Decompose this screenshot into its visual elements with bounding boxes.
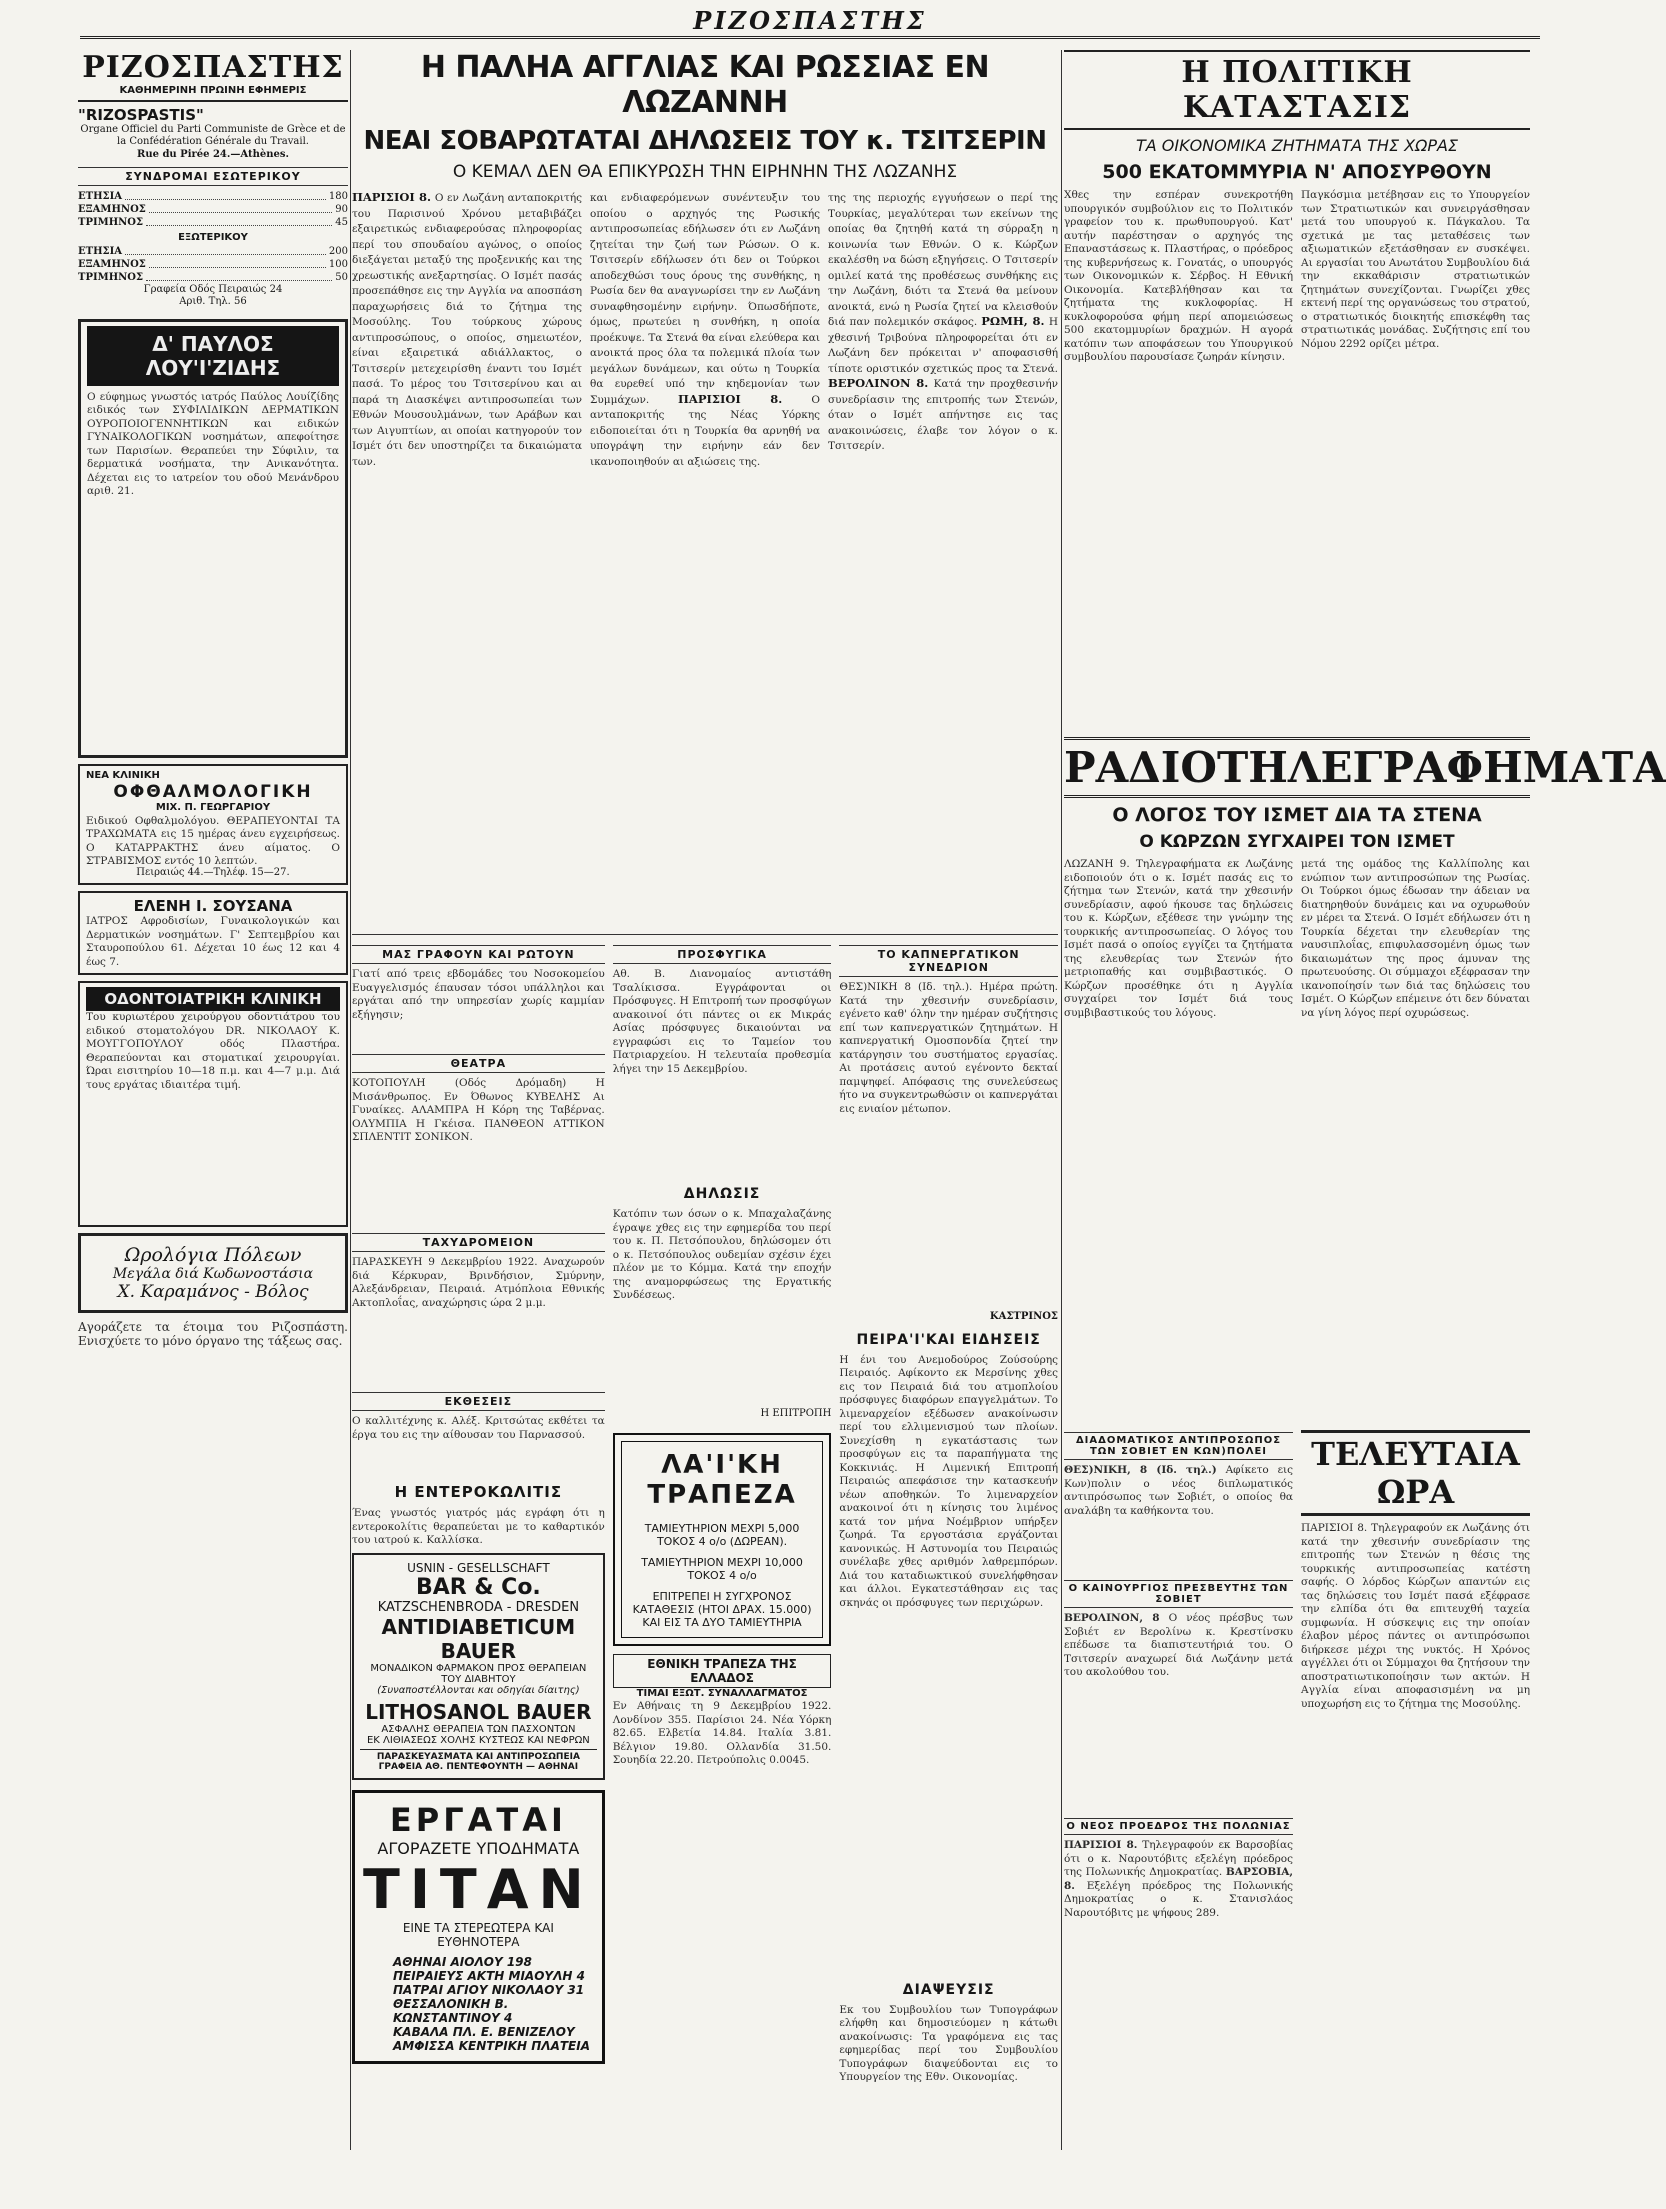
subscription-row: ΕΤΗΣΙΑ 200 (78, 245, 348, 257)
phone: Αριθ. Τηλ. 56 (179, 296, 247, 307)
bank-line3: ΕΠΙΤΡΕΠΕΙ Η ΣΥΓΧΡΟΝΟΣ ΚΑΤΑΘΕΣΙΣ (ΗΤΟΙ ΔΡΑΧ. 15.000) ΚΑΙ ΕΙΣ ΤΑ ΔΥΟ ΤΑΜΙΕΥΤΗΡΙΑ (632, 1589, 812, 1629)
titan-sub: ΑΓΟΡΑΖΕΤΕ ΥΠΟΔΗΜΑΤΑ (377, 1839, 580, 1858)
ad-laiki-bank (613, 1433, 832, 1646)
section-title: ΘΕΑΤΡΑ (352, 1054, 605, 1073)
bauer-brand: BAR & Co. (415, 1575, 541, 1600)
subs-ext-header: ΕΞΩΤΕΡΙΚΟΥ (178, 232, 248, 243)
section-title: ΔΙΑΔΟΜΑΤΙΚΟΣ ΑΝΤΙΠΡΟΣΩΠΟΣ ΤΩΝ ΣΟΒΙΕΤ ΕΝ ΚΩΝ)ΠΟΛΕΙ (1064, 1432, 1293, 1460)
ad-title: ΟΦΘΑΛΜΟΛΟΓΙΚΗ (113, 782, 313, 802)
ad-title: ΕΛΕΝΗ Ι. ΣΟΥΣΑΝΑ (133, 897, 293, 915)
main-subhead: ΝΕΑΙ ΣΟΒΑΡΩΤΑΤΑΙ ΔΗΛΩΣΕΙΣ ΤΟΥ κ. ΤΣΙΤΣΕΡΙΝ (363, 126, 1047, 156)
paper-title: ΡΙΖΟΣΠΑΣΤΗΣ (82, 50, 344, 85)
main-subsub: Ο ΚΕΜΑΛ ΔΕΝ ΘΑ ΕΠΙΚΥΡΩΣΗ ΤΗΝ ΕΙΡΗΝΗΝ ΤΗΣ ΛΩΖΑΝΗΣ (452, 162, 958, 182)
ad-name: Χ. Καραμάνος - Βόλος (117, 1282, 309, 1302)
ad-titan (352, 1790, 605, 2064)
titan-brand: ΤΙΤΑΝ (363, 1858, 594, 1921)
mid-col-a: ΜΑΣ ΓΡΑΦΟΥΝ ΚΑΙ ΡΩΤΟΥΝ Γιατί από τρεις εβδομάδες του Νοσοκομείου Ευαγγελισμός έπαυσαν τόσοι υπάλληλοι και εργάται από την υπηρεσίαν χωρίς καμμίαν εξήγησιν; ΘΕΑΤΡΑ ΚΟΤΟΠΟΥΛΗ (Οδός Δρόμαδη) Η Μισάνθρωπος. Εν Όθωνος ΚΥΒΕΛΗΣ Αι Γυναίκες. ΑΛΑΜΠΡΑ Η Κόρη της Ταβέρνας. ΟΛΥΜΠΙΑ Η Γκέισα. ΠΑΝΘΕΟΝ ΑΤΤΙΚΟΝ ΣΠΛΕΝΤΙΤ ΣΟΝΙΚΟΝ. ΤΑΧΥΔΡΟΜΕΙΟΝ ΠΑΡΑΣΚΕΥΗ 9 Δεκεμβρίου 1922. Αναχωρούν διά Κέρκυραν, Βρινδήσιον, Σμύρνην, Αλεξάνδρειαν, Πειραιά. Ατμόπλοια Εθνικής Ακτοπλοΐας, αναχώρησις ώρα 2 μ.μ. ΕΚΘΕΣΕΙΣ Ο καλλιτέχνης κ. Αλέξ. Κριτσώτας εκθέτει τα έργα του εις την αίθουσαν του Παρνασσού. Η ΕΝΤΕΡΟΚΩΛΙΤΙΣ Ένας γνωστός γιατρός μάς εγράφη ότι η εντεροκολίτις θεραπεύεται με το καθαρτικόν του ιατρού κ. Καλλίσκα. USNIN - GESELLSCHAFT BAR & Co. KATZSCHENBRODA - DRESDEN ANTIDIABETICUM BAUER ΜΟΝΑΔΙΚΟΝ ΦΑΡΜΑΚΟΝ ΠΡΟΣ ΘΕΡΑΠΕΙΑΝ ΤΟΥ ΔΙΑΒΗΤΟΥ (Συναποστέλλονται και οδηγίαι δίαιτης) LITHOSANOL BAUER ΑΣΦΑΛΗΣ ΘΕΡΑΠΕΙΑ ΤΩΝ ΠΑΣΧΟΝΤΩΝ ΕΚ ΛΙΘΙΑΣΕΩΣ ΧΟΛΗΣ ΚΥΣΤΕΩΣ ΚΑΙ ΝΕΦΡΩΝ ΠΑΡΑΣΚΕΥΑΣΜΑΤΑ ΚΑΙ ΑΝΤΙΠΡΟΣΩΠΕΙΑ ΓΡΑΦΕΙΑ ΑΘ. ΠΕΝΤΕΦΟΥΝΤΗ — ΑΘΗΝΑΙ ΕΡΓΑΤΑΙ ΑΓΟΡΑΖΕΤΕ ΥΠΟΔΗΜΑΤΑ ΤΙΤΑΝ ΕΙΝΕ ΤΑ ΣΤΕΡΕΩΤΕΡΑ ΚΑΙ ΕΥΘΗΝΟΤΕΡΑ ΑΘΗΝΑΙ ΑΙΟΛΟΥ 198 ΠΕΙΡΑΙΕΥΣ ΑΚΤΗ ΜΙΑΟΥΛΗ 4 ΠΑΤΡΑΙ ΑΓΙΟΥ ΝΙΚΟΛΑΟΥ 31 ΘΕΣΣΑΛΟΝΙΚΗ Β. ΚΩΝΣΤΑΝΤΙΝΟΥ 4 ΚΑΒΑΛΑ ΠΛ. Ε. ΒΕΝΙΖΕΛΟΥ ΑΜΦΙΣΣΑ ΚΕΝΤΡΙΚΗ ΠΛΑΤΕΙΑ (352, 939, 605, 2209)
section-title: ΠΡΟΣΦΥΓΙΚΑ (613, 945, 832, 964)
dateline: ΒΕΡΟΛΙΝΟΝ 8. (828, 376, 929, 390)
bauer-company: USNIN - GESELLSCHAFT (407, 1561, 550, 1575)
bauer-city: KATZSCHENBRODA - DRESDEN (377, 1600, 580, 1615)
bank-line2: ΤΑΜΙΕΥΤΗΡΙΟΝ ΜΕΧΡΙ 10,000 ΤΟΚΟΣ 4 ο/ο (641, 1555, 803, 1582)
section-title: ΔΗΛΩΣΙΣ (683, 1186, 761, 1202)
subscriptions-external (78, 245, 348, 284)
radio-subhead: Ο ΛΟΓΟΣ ΤΟΥ ΙΣΜΕΤ ΔΙΑ ΤΑ ΣΤΕΝΑ (1112, 804, 1482, 826)
promo: Αγοράζετε τα έτοιμα του Ριζοσπάστη. Ενισχύετε το μόνο όργανο της τάξεως σας. (78, 1320, 348, 1348)
mid-col-c: ΤΟ ΚΑΠΝΕΡΓΑΤΙΚΟΝ ΣΥΝΕΔΡΙΟΝ ΘΕΣ)ΝΙΚΗ 8 (Ιδ. τηλ.). Ημέρα πρώτη. Κατά την χθεσινήν συνεδρίασιν, εγένετο καθ' όλην την ημέραν συζήτησις επί των καπνεργατικών ζητημάτων. Η καπνεργατική Ομοσπονδία ζητεί την κατάργησιν του συστήματος εργασίας. Αι προτάσεις αυτού εγένοντο δεκταί παμψηφεί. Απόφασις της συνελεύσεως ήτο να συγκεντρωθώσιν οι καπνεργάται εις ενιαίον μέτωπον. ΚΑΣΤΡΙΝΟΣ ΠΕΙΡΑ'Ι'ΚΑΙ ΕΙΔΗΣΕΙΣ Η ένι του Ανεμοδούρος Ζούσούρης Πειραιός. Αφίκοντο εκ Μερσίνης χθες εις τον Πειραιά διά του ατμοπλοίου πρόσφυγες διαφόρων επαγγελμάτων. Το λιμεναρχείον εξέδωσεν ανακοίνωσιν περί του ελλιμενισμού των πλοίων. Συνεχίσθη η εγκατάστασις των προσφύγων εις τα παραπήγματα της Κοκκινιάς. Η Λιμενική Επιτροπή Πειραιώς απεφάσισε την κατασκευήν νέων αποθηκών. Το λιμεναρχείον ανακοινοί ότι η κίνησις του λιμένος κατά τον μήνα Νοέμβριον υπήρξεν ζωηρά. Τα εργοστάσια εργάζονται κανονικώς. Η Αστυνομία του Πειραιώς συνέλαβε χθες αριθμόν λαθρεμπόρων. Διά του καταδιωκτικού συνελήφθησαν και άλλοι. Εγκατεστάθησαν εις τας σκηνάς οι πρόσφυγες των περιχώρων. ΔΙΑΨΕΥΣΙΣ Εκ του Συμβουλίου των Τυπογράφων ελήφθη και δημοσιεύομεν η κάτωθι ανακοίνωσις: Τα γραφόμενα εις τας εφημερίδας περί του Συμβουλίου Τυπογράφων διαψεύδονται εις το Υπουργείον της Εθν. Οικονομίας. (839, 939, 1058, 2209)
titan-slogan: ΕΙΝΕ ΤΑ ΣΤΕΡΕΩΤΕΡΑ ΚΑΙ ΕΥΘΗΝΟΤΕΡΑ (402, 1921, 554, 1949)
masthead: ΡΙΖΟΣΠΑΣΤΗΣ (80, 6, 1540, 39)
ad-sub: Μεγάλα διά Κωδωνοστάσια (112, 1266, 314, 1282)
ad-body: Ειδικού Οφθαλμολόγου. ΘΕΡΑΠΕΥΟΝΤΑΙ ΤΑ ΤΡΑΧΩΜΑΤΑ εις 15 ημέρας άνευ εγχειρήσεως. Ο ΚΑΤΑΡΡΑΚΤΗΣ άνευ αίματος. Ο ΣΤΡΑΒΙΣΜΟΣ εντός 10 λεπτών. (86, 814, 340, 867)
ad-head: ΝΕΑ ΚΛΙΝΙΚΗ (86, 769, 160, 781)
ad-clocks (78, 1233, 348, 1313)
section-title: Η ΕΝΤΕΡΟΚΩΛΙΤΙΣ (394, 1483, 563, 1501)
last-hour-headline: ΤΕΛΕΥΤΑΙΑ ΩΡΑ (1301, 1430, 1530, 1516)
middle-area (352, 50, 1058, 2150)
column-rule (350, 50, 351, 2150)
bauer-agents: ΠΑΡΑΣΚΕΥΑΣΜΑΤΑ ΚΑΙ ΑΝΤΙΠΡΟΣΩΠΕΙΑ ΓΡΑΦΕΙΑ ΑΘ. ΠΕΝΤΕΦΟΥΝΤΗ — ΑΘΗΝΑΙ (360, 1749, 597, 1772)
politics-subhead: ΤΑ ΟΙΚΟΝΟΜΙΚΑ ΖΗΤΗΜΑΤΑ ΤΗΣ ΧΩΡΑΣ (1135, 136, 1459, 155)
exchange-sub: ΤΙΜΑΙ ΕΞΩΤ. ΣΥΝΑΛΛΑΓΜΑΤΟΣ (636, 1687, 808, 1699)
latin-subtitle: Organe Officiel du Parti Communiste de Grèce et de la Confédération Générale du Travail. (80, 123, 346, 147)
main-headline: Η ΠΑΛΗΑ ΑΓΓΛΙΑΣ ΚΑΙ ΡΩΣΣΙΑΣ ΕΝ ΛΩΖΑΝΝΗ (420, 50, 990, 120)
dateline: ΡΩΜΗ, 8. (981, 314, 1045, 328)
section-title: ΤΑΧΥΔΡΟΜΕΙΟΝ (352, 1233, 605, 1252)
bauer-product2: LITHOSANOL BAUER (365, 1700, 592, 1724)
radio-headline: ΡΑΔΙΟΤΗΛΕΓΡΑΦΗΜΑΤΑ (1064, 737, 1530, 798)
bauer-desc2: ΑΣΦΑΛΗΣ ΘΕΡΑΠΕΙΑ ΤΩΝ ΠΑΣΧΟΝΤΩΝ (381, 1724, 576, 1735)
committee-sign: Η ΕΠΙΤΡΟΠΗ (760, 1408, 832, 1419)
section-title: ΕΚΘΕΣΕΙΣ (352, 1392, 605, 1411)
subscription-row: ΕΞΑΜΗΝΟΣ 100 (78, 258, 348, 270)
section-title: ΠΕΙΡΑ'Ι'ΚΑΙ ΕΙΔΗΣΕΙΣ (856, 1331, 1041, 1348)
bauer-note: (Συναποστέλλονται και οδηγίαι δίαιτης) (377, 1685, 580, 1696)
column-rule (1061, 50, 1062, 2150)
exchange-title: ΕΘΝΙΚΗ ΤΡΑΠΕΖΑ ΤΗΣ ΕΛΛΑΔΟΣ (613, 1654, 832, 1688)
ad-doctor: ΜΙΧ. Π. ΓΕΩΡΓΑΡΙΟΥ (155, 802, 271, 813)
subscription-row: ΕΞΑΜΗΝΟΣ 90 (78, 204, 348, 215)
right-lower: ΔΙΑΔΟΜΑΤΙΚΟΣ ΑΝΤΙΠΡΟΣΩΠΟΣ ΤΩΝ ΣΟΒΙΕΤ ΕΝ ΚΩΝ)ΠΟΛΕΙ ΘΕΣ)ΝΙΚΗ, 8 (Ιδ. τηλ.) Αφίκετο εις Κων)πολιν ο νέος διπλωματικός αντιπρόσωπος των Σοβιέτ, ο οποίος θα αναλάβη τα καθήκοντα του. Ο ΚΑΙΝΟΥΡΓΙΟΣ ΠΡΕΣΒΕΥΤΗΣ ΤΩΝ ΣΟΒΙΕΤ ΒΕΡΟΛΙΝΟΝ, 8 Ο νέος πρέσβυς των Σοβιέτ εν Βερολίνω κ. Κρεστίνσκυ επέδωσε τα διαπιστευτήριά του. Ο Τσιτσερίν αναχωρεί διά Λωζάνην μετά του ακολούθου του. Ο ΝΕΟΣ ΠΡΟΕΔΡΟΣ ΤΗΣ ΠΟΛΩΝΙΑΣ ΠΑΡΙΣΙΟΙ 8. Τηλεγραφούν εκ Βαρσοβίας ότι ο κ. Ναρουτόβιτς εξελέγη πρόεδρος της Πολωνικής Δημοκρατίας. ΒΑΡΣΟΒΙΑ, 8. Εξελέγη πρόεδρος της Πολωνικής Δημοκρατίας ο κ. Στανισλάος Ναρουτόβιτς με ψήφους 289. ΤΕΛΕΥΤΑΙΑ ΩΡΑ ΠΑΡΙΣΙΟΙ 8. Τηλεγραφούν εκ Λωζάνης ότι κατά την χθεσινήν συνεδρίασιν της επιτροπής των Στενών η θέσις της τουρκικής αντιπροσωπείας κατέστη σαφής. Ο λόρδος Κώρζων απαντών εις τας δηλώσεις του Ισμέτ πασά εξέφρασε την ελπίδα ότι θα επιτευχθή ταχεία συμφωνία. Η σύσκεψις εις την οποίαν έλαβον μέρος πάντες οι αντιπρόσωποι διήρκεσε μέχρι της νυκτός. Η Χρόνος αγγέλλει ότι οι Σύμμαχοι θα ζητήσουν την αποστρατιωτικοποίησιν των ακτών. Η Αγγλία είναι αποφασισμένη να μη υποχωρήση εις το ζήτημα της Μοσούλης. (1064, 1426, 1530, 2066)
radio-article: ΛΩΖΑΝΗ 9. Τηλεγραφήματα εκ Λωζάνης ειδοποιούν ότι ο κ. Ισμέτ πασάς εις το ζήτημα των Στενών, κατά την χθεσινήν συνεδρίασιν, αφού ήκουσε τας δηλώσεις του κ. Κώρζων, εξέθεσε την γνώμην της τουρκικής αντιπροσωπείας. Ο λόγος του Ισμέτ πασά ο οποίος εγγίζει τα ζητήματα της ελευθερίας των Στενών ήτο μετριοπαθής και συμβιβαστικός. Ο Κώρζων προσέθηκε ότι η Αγγλία συγχαίρει τον Ισμέτ διά τους συμβιβαστικούς του λόγους. μετά της ομάδος της Καλλίπολης και ενώπιον των αντιπροσώπων της Ρωσίας. Οι Τούρκοι όμως έδωσαν την άδειαν να διατηρηθούν δυνάμεις και να οχυρωθούν εν μέρει τα Στενά. Ο Ισμέτ εδήλωσεν ότι η Τουρκία δέχεται την ελευθερίαν της ναυσιπλοΐας, επιφυλασσομένη όμως των δικαιωμάτων της προς άμυναν της πρωτευούσης. Οι σύμμαχοι εξέφρασαν την ικανοποίησίν των διά τας δηλώσεις του Ισμέτ. Ο Κώρζων επέμεινε ότι δεν δύναται να γίνη λόγος περί οχυρώσεως. (1064, 858, 1530, 1019)
bank-line1: ΤΑΜΙΕΥΤΗΡΙΟΝ ΜΕΧΡΙ 5,000 ΤΟΚΟΣ 4 ο/ο (ΔΩΡΕΑΝ). (644, 1521, 800, 1548)
address: Rue du Pirée 24.—Athènes. (137, 148, 289, 160)
section-title: ΜΑΣ ΓΡΑΦΟΥΝ ΚΑΙ ΡΩΤΟΥΝ (352, 945, 605, 964)
bank-title: ΛΑ'Ι'ΚΗ ΤΡΑΠΕΖΑ (647, 1449, 797, 1510)
section-title: ΔΙΑΨΕΥΣΙΣ (902, 1981, 995, 1998)
dateline: ΠΑΡΙΣΙΟΙ 8. (678, 391, 783, 406)
ad-dental-clinic (78, 981, 348, 1227)
politics-subsub: 500 ΕΚΑΤΟΜΜΥΡΙΑ Ν' ΑΠΟΣΥΡΘΟΥΝ (1102, 161, 1492, 183)
titan-title: ΕΡΓΑΤΑΙ (389, 1801, 567, 1839)
dateline: ΠΑΡΙΣΙΟΙ 8. (352, 190, 431, 204)
section-title: Ο ΝΕΟΣ ΠΡΟΕΔΡΟΣ ΤΗΣ ΠΟΛΩΝΙΑΣ (1064, 1818, 1293, 1835)
bauer-product: ANTIDIABETICUM BAUER (381, 1615, 576, 1663)
lower-middle (352, 939, 1058, 2209)
left-column (78, 50, 348, 2150)
ad-title: Δ' ΠΑΥΛΟΣ ΛΟΥ'Ι'ΖΙΔΗΣ (87, 326, 339, 386)
latin-title: "RIZOSPASTIS" (78, 105, 204, 124)
mid-col-b: ΠΡΟΣΦΥΓΙΚΑ Αθ. Β. Διανομαίος αντιστάθη Τσαλίκισσα. Εγγράφονται οι Πρόσφυγες. Η Επιτροπή των προσφύγων ανακοινοί ότι πάντες οι εκ Μικράς Ασίας πρόσφυγες δικαιούνται να εγγραφώσι εις το Ταμείον του Πατριαρχείου. Η τελευταία προθεσμία λήγει την 15 Δεκεμβρίου. ΔΗΛΩΣΙΣ Κατόπιν των όσων ο κ. Μπαχαλαζάνης έγραψε χθες εις την εφημερίδα του περί του κ. Π. Πετσόπουλου, δηλώσομεν ότι ο κ. Πετσόπουλος ουδεμίαν σχέσιν έχει πλέον με το Κόμμα. Κατά την εποχήν της αναμορφώσεως της Εργατικής Συνδέσεως. Η ΕΠΙΤΡΟΠΗ ΛΑ'Ι'ΚΗ ΤΡΑΠΕΖΑ ΤΑΜΙΕΥΤΗΡΙΟΝ ΜΕΧΡΙ 5,000 ΤΟΚΟΣ 4 ο/ο (ΔΩΡΕΑΝ). ΤΑΜΙΕΥΤΗΡΙΟΝ ΜΕΧΡΙ 10,000 ΤΟΚΟΣ 4 ο/ο ΕΠΙΤΡΕΠΕΙ Η ΣΥΓΧΡΟΝΟΣ ΚΑΤΑΘΕΣΙΣ (ΗΤΟΙ ΔΡΑΧ. 15.000) ΚΑΙ ΕΙΣ ΤΑ ΔΥΟ ΤΑΜΙΕΥΤΗΡΙΑ ΕΘΝΙΚΗ ΤΡΑΠΕΖΑ ΤΗΣ ΕΛΛΑΔΟΣ ΤΙΜΑΙ ΕΞΩΤ. ΣΥΝΑΛΛΑΓΜΑΤΟΣ Εν Αθήναις τη 9 Δεκεμβρίου 1922. Λονδίνον 355. Παρίσιοι 24. Νέα Υόρκη 82.65. Ελβετία 14.84. Ιταλία 3.81. Βέλγιον 19.80. Ολλανδία 31.50. Σουηδία 22.20. Πετρούπολις 0.0045. (613, 939, 832, 2209)
ad-body: Του κυριωτέρου χειρούργου οδοντιάτρου του ειδικού στοματολόγου DR. ΝΙΚΟΛΑΟΥ Κ. ΜΟΥΓΓΟΠΟΥΛΟΥ οδός Πλαστήρα. Θεραπεύονται και στοματικαί χειρουργίαι. Ώραι εισιτηρίου 10—18 π.μ. και 4—7 μ.μ. Διά τους εργάτας ιδιαιτέρα τιμή. (86, 1011, 340, 1091)
subs-header: ΣΥΝΔΡΟΜΑΙ ΕΣΩΤΕΡΙΚΟΥ (78, 167, 348, 186)
politics-article: Χθες την εσπέραν συνεκροτήθη υπουργικόν συμβούλιον εις το Πολιτικόν γραφείον του κ. πρωθυπουργού. Κατ' αυτήν παρέστησαν ο αρχηγός της Επαναστάσεως κ. Πλαστήρας, ο πρόεδρος της κυβερνήσεως κ. Γονατάς, ο υπουργός των Οικονομικών κ. Σέρβος. Η Εθνική Οικονομία. Κατεβλήθησαν και τα ζητήματα της κυκλοφορίας. Η κυκλοφορούσα φήμη περί απομειώσεως 500 εκατομμυρίων δραχμών. Η αγορά κατόπιν των αποφάσεων του Υπουργικού συμβουλίου παρουσίασε ζωηράν κίνησιν. Παγκόσμια μετέβησαν εις το Υπουργείον των Στρατιωτικών και συνειργάσθησαν μετά του υπουργού κ. Πάγκαλου. Τα σχετικά με τας μεταθέσεις των αξιωματικών εξετάσθησαν εν συσκέψει. Αι εργασίαι του Ανωτάτου Συμβουλίου διά την εκκαθάρισιν στρατιωτικών ζητημάτων συνεχίζονται. Γνωρίζει χθες εκτενή περί της οργανώσεως του στρατού, ο στρατιωτικός διοικητής επισκέφθη τας στρατιωτικάς μονάδας. Συζήτησις επί του Νόμου 2292 ορίζει μέτρα. (1064, 189, 1530, 363)
signature: ΚΑΣΤΡΙΝΟΣ (989, 1311, 1058, 1322)
radio-subsub: Ο ΚΩΡΖΩΝ ΣΥΓΧΑΙΡΕΙ ΤΟΝ ΙΣΜΕΤ (1139, 832, 1455, 852)
main-article (352, 190, 1058, 930)
bauer-desc3: ΕΚ ΛΙΘΙΑΣΕΩΣ ΧΟΛΗΣ ΚΥΣΤΕΩΣ ΚΑΙ ΝΕΦΡΩΝ (366, 1735, 590, 1746)
subscription-row: ΕΤΗΣΙΑ 180 (78, 191, 348, 202)
ad-bauer (352, 1553, 605, 1780)
article-col: της της περιοχής εγγυήσεων ο περί της Τουρκίας, μεγαλύτεραι των εκείνων της οποίας θα ζητηθή κατά τη σύρραξη η κοινωνία των Εθνών. Ο κ. Κώρζων εκαλέσθη να δώση εξηγήσεις. Ο Τσιτσερίν ομιλεί κατά της προθέσεως συνθήκης εις την Λωζάνη, διότι τα Στενά θα μείνουν ανοικτά, ενώ η Ρωσία ζητεί να κλεισθούν διά παν πολεμικόν σκάφος. ΡΩΜΗ, 8. Η χθεσινή Τριβούνα πληροφορείται ότι εν Λωζάνη δεν πρόκειται ν' αποφασισθή τίποτε οριστικόν σχετικώς προς τα Στενά. ΒΕΡΟΛΙΝΟΝ 8. Κατά την προχθεσινήν συνεδρίασιν της επιτροπής των Στενών, όταν ο Ισμέτ απήντησε εις τας ανακοινώσεις, έλαβε τον λόγον ο κ. Τσιτσερίν. (828, 192, 1058, 452)
ad-sousana (78, 891, 348, 975)
ad-title: ΟΔΟΝΤΟΙΑΤΡΙΚΗ ΚΛΙΝΙΚΗ (86, 987, 340, 1011)
paper-subtitle: ΚΑΘΗΜΕΡΙΝΗ ΠΡΩΙΝΗ ΕΦΗΜΕΡΙΣ (78, 85, 348, 102)
politics-headline: Η ΠΟΛΙΤΙΚΗ ΚΑΤΑΣΤΑΣΙΣ (1064, 50, 1530, 130)
ad-title: Ωρολόγια Πόλεων (124, 1244, 302, 1266)
article-col: ΠΑΡΙΣΙΟΙ 8. Ο εν Λωζάνη ανταποκριτής του Παρισινού Χρόνου μεταβιβάζει εξαιρετικώς ενδιαφερούσας πληροφορίας περί του σπουδαίου αγώνος, ο οποίος διεξάγεται μεταξύ της προξενικής και της χρεωστικής ανεξαρτησίας. Ο Ισμέτ πασάς προσεπάθησε εις την Αγγλία να αποσπάση παραχωρήσεις διά το ζήτημα της Μοσούλης. Του τούρκους χώρους αντιπροσώπους, ο οποίος, σημειωτέον, είναι εξαιρετικά αδιάλλακτος, ο Τσιτσερίν μετεχειρίσθη έναντι του Ισμέτ πασά. Το μέρος του Τσιτσερίνου και αι παρά τη Διασκέψει αντιπροσωπείαι των Εθνών Μουσουλμάνων, των Αράβων και των Αιγυπτίων, αι οποίαι κατηγορούν τον Ισμέτ ότι δεν υποστηρίζει τα δικαιώματα των. (352, 190, 582, 468)
section-title: Ο ΚΑΙΝΟΥΡΓΙΟΣ ΠΡΕΣΒΕΥΤΗΣ ΤΩΝ ΣΟΒΙΕΤ (1064, 1580, 1293, 1608)
ad-body: Ο εύφημως γνωστός ιατρός Παύλος Λουίζίδης ειδικός των ΣΥΦΙΛΙΔΙΚΩΝ ΔΕΡΜΑΤΙΚΩΝ ΟΥΡΟΠΟΙΟΓΕΝΝΗΤΙΚΩΝ και ειδικών ΓΥΝΑΙΚΟΛΟΓΙΚΩΝ νοσημάτων, απεφοίτησε των Παρισίων. Θεραπεύει την Σύφιλιν, τα δερματικά νοσήματα, την Ανικανότητα. Δέχεται εις το ιατρείον του οδού Μενάνδρου αριθ. 21. (87, 390, 339, 497)
bauer-desc: ΜΟΝΑΔΙΚΟΝ ΦΑΡΜΑΚΟΝ ΠΡΟΣ ΘΕΡΑΠΕΙΑΝ ΤΟΥ ΔΙΑΒΗΤΟΥ (370, 1663, 587, 1685)
subscription-row: ΤΡΙΜΗΝΟΣ 45 (78, 217, 348, 228)
ad-louizidis (78, 319, 348, 758)
article-col: και ενδιαφερόμενων συνέντευξιν του οποίου ο αρχηγός της Ρωσικής αντιπροσωπείας εδήλωσεν ότι εν Λωζάνη ζητείται την ζωή των Ρώσων. Ο κ. Τσιτσερίν εδήλωσεν ότι δεν οι Τούρκοι αποδεχθώσι τους όρους της συνθήκης, η Ρωσία δεν θα αναγνωρίσει την εν Λωζάνη συναφθησομένην ειρήνην. Όπωσδήποτε, όμως, πρωτεύει η συνθήκη, η οποία προέκυψε. Τα Στενά θα είναι ελεύθερα και ανοικτά προς όλα τα πολεμικά πλοία των μεγάλων δυνάμεων, και ούτω η Τουρκία θα ευρεθεί υπό την κηδεμονίαν των Συμμάχων. ΠΑΡΙΣΙΟΙ 8. Ο ανταποκριτής της Νέας Υόρκης ειδοποιείται ότι η Τουρκία θα αρνηθή να υπογράψη την ειρήνην εάν δεν ικανοποιηθούν αι αξιώσεις της. (590, 192, 821, 468)
offices: Γραφεία Οδός Πειραιώς 24 (143, 283, 283, 295)
section-title: ΤΟ ΚΑΠΝΕΡΓΑΤΙΚΟΝ ΣΥΝΕΔΡΙΟΝ (839, 945, 1058, 977)
subscription-row: ΤΡΙΜΗΝΟΣ 50 (78, 271, 348, 283)
ad-eye-clinic (78, 764, 348, 886)
ad-address: Πειραιώς 44.—Τηλέφ. 15—27. (136, 866, 290, 878)
right-column (1064, 50, 1666, 2150)
ad-body: ΙΑΤΡΟΣ Αφροδισίων, Γυναικολογικών και Δερματικών νοσημάτων. Γ' Σεπτεμβρίου και Σταυροπούλου 61. Δέχεται 10 έως 12 και 4 έως 7. (86, 915, 340, 968)
subscriptions-internal (78, 190, 348, 229)
titan-addresses: ΑΘΗΝΑΙ ΑΙΟΛΟΥ 198 ΠΕΙΡΑΙΕΥΣ ΑΚΤΗ ΜΙΑΟΥΛΗ 4 ΠΑΤΡΑΙ ΑΓΙΟΥ ΝΙΚΟΛΑΟΥ 31 ΘΕΣΣΑΛΟΝΙΚΗ Β. ΚΩΝΣΤΑΝΤΙΝΟΥ 4 ΚΑΒΑΛΑ ΠΛ. Ε. ΒΕΝΙΖΕΛΟΥ ΑΜΦΙΣΣΑ ΚΕΝΤΡΙΚΗ ΠΛΑΤΕΙΑ (393, 1955, 591, 2053)
